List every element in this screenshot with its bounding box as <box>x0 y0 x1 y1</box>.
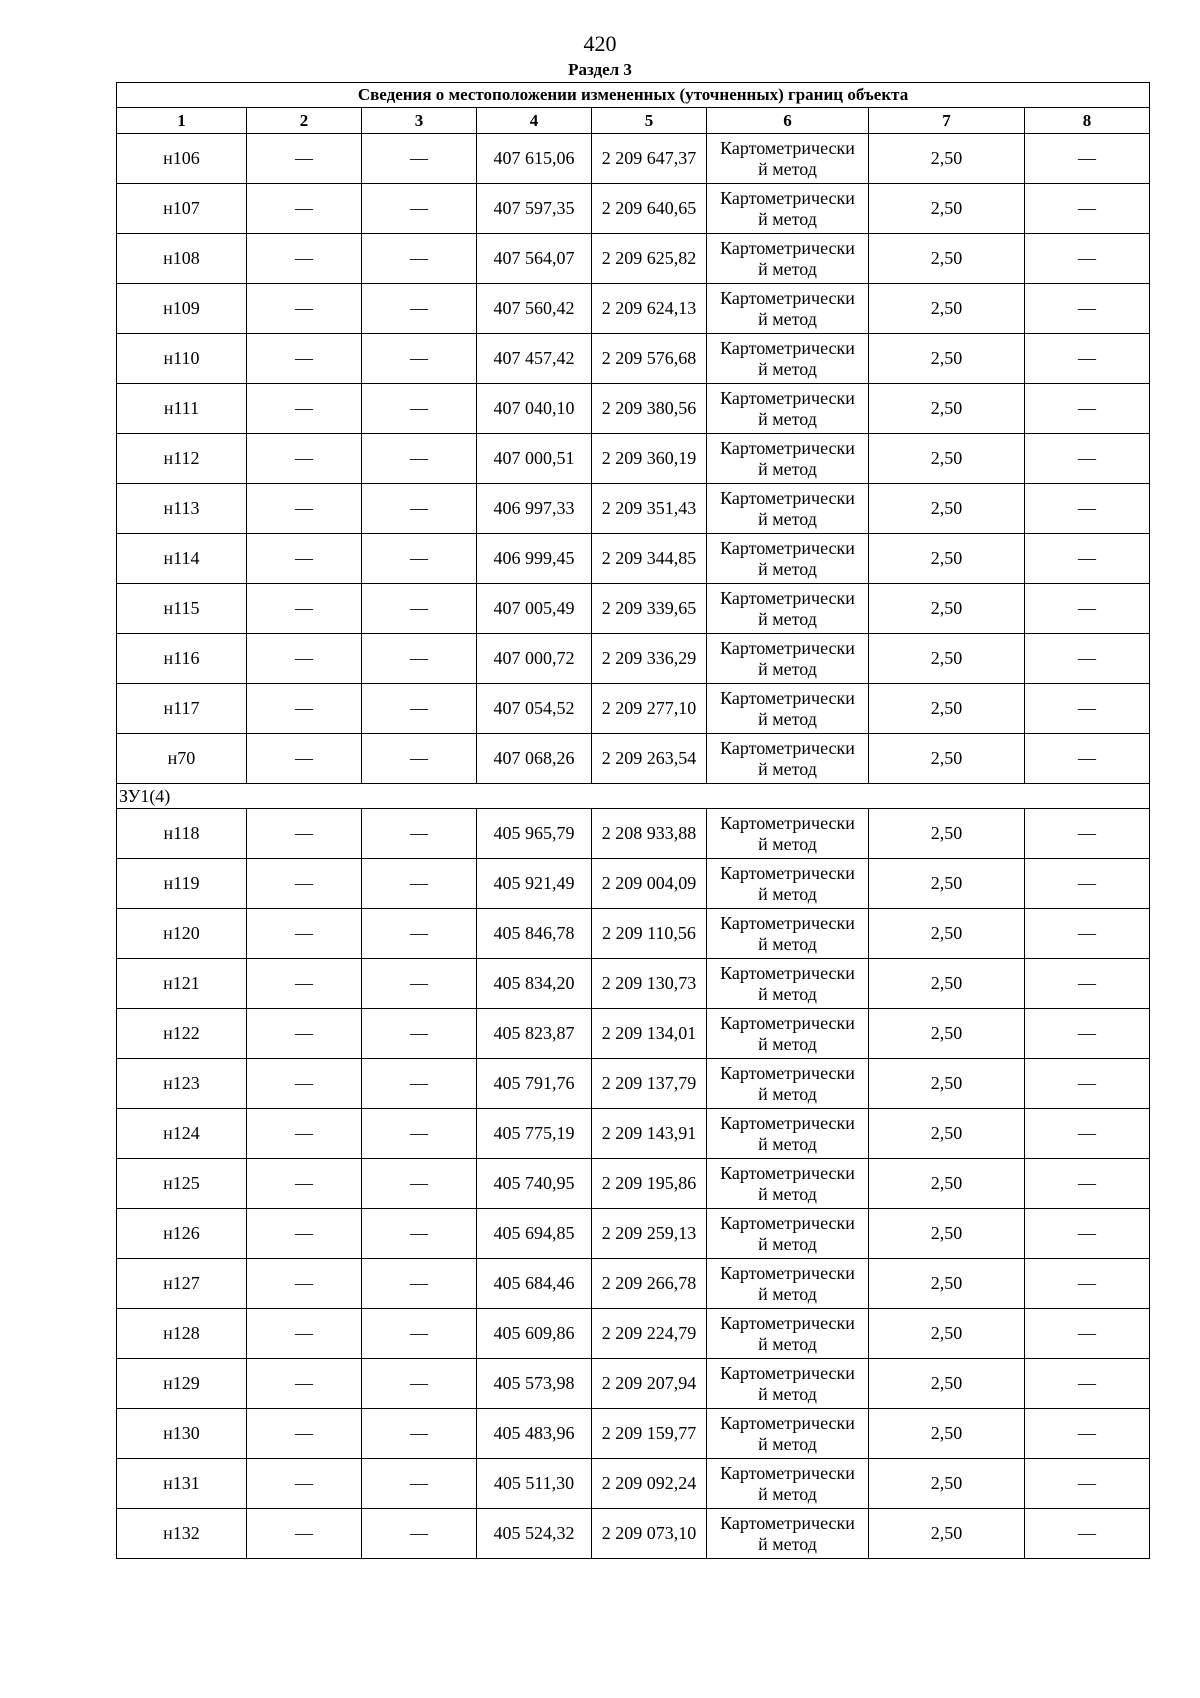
accuracy: 2,50 <box>869 334 1025 384</box>
y-coordinate: 2 209 344,85 <box>592 534 707 584</box>
table-row <box>117 734 1150 784</box>
table-caption: Сведения о местоположении измененных (уточненных) границ объекта <box>117 83 1150 108</box>
col-8-value: — <box>1025 434 1150 484</box>
point-number: н108 <box>117 234 247 284</box>
method: Картометрически й метод <box>707 384 869 434</box>
table-row <box>117 1309 1150 1359</box>
y-coordinate: 2 209 073,10 <box>592 1509 707 1559</box>
point-number: н111 <box>117 384 247 434</box>
col-3-value: — <box>362 134 477 184</box>
accuracy: 2,50 <box>869 1209 1025 1259</box>
x-coordinate: 405 483,96 <box>477 1409 592 1459</box>
col-3-value: — <box>362 184 477 234</box>
col-8-value: — <box>1025 859 1150 909</box>
accuracy: 2,50 <box>869 684 1025 734</box>
col-2-value: — <box>247 1059 362 1109</box>
accuracy: 2,50 <box>869 534 1025 584</box>
x-coordinate: 407 040,10 <box>477 384 592 434</box>
point-number: н123 <box>117 1059 247 1109</box>
group-header-row <box>117 784 1150 809</box>
table-row <box>117 1009 1150 1059</box>
col-2-value: — <box>247 1409 362 1459</box>
method: Картометрически й метод <box>707 284 869 334</box>
x-coordinate: 405 846,78 <box>477 909 592 959</box>
col-2-value: — <box>247 1459 362 1509</box>
x-coordinate: 405 921,49 <box>477 859 592 909</box>
col-2-value: — <box>247 1209 362 1259</box>
col-3-value: — <box>362 384 477 434</box>
col-8-value: — <box>1025 734 1150 784</box>
y-coordinate: 2 209 625,82 <box>592 234 707 284</box>
col-3-value: — <box>362 1159 477 1209</box>
col-2-value: — <box>247 234 362 284</box>
col-8-value: — <box>1025 1059 1150 1109</box>
method: Картометрически й метод <box>707 1459 869 1509</box>
point-number: н131 <box>117 1459 247 1509</box>
table-row <box>117 1159 1150 1209</box>
accuracy: 2,50 <box>869 1459 1025 1509</box>
col-2-value: — <box>247 909 362 959</box>
point-number: н117 <box>117 684 247 734</box>
method: Картометрически й метод <box>707 134 869 184</box>
method: Картометрически й метод <box>707 1309 869 1359</box>
col-2-value: — <box>247 284 362 334</box>
method: Картометрически й метод <box>707 1159 869 1209</box>
col-3-value: — <box>362 1209 477 1259</box>
table-row <box>117 1209 1150 1259</box>
accuracy: 2,50 <box>869 1109 1025 1159</box>
table-caption-row <box>117 83 1150 108</box>
point-number: н132 <box>117 1509 247 1559</box>
table-row <box>117 434 1150 484</box>
accuracy: 2,50 <box>869 484 1025 534</box>
table-row <box>117 484 1150 534</box>
col-8-value: — <box>1025 1409 1150 1459</box>
table-row <box>117 809 1150 859</box>
col-8-value: — <box>1025 1209 1150 1259</box>
table-row <box>117 959 1150 1009</box>
method: Картометрически й метод <box>707 534 869 584</box>
x-coordinate: 405 834,20 <box>477 959 592 1009</box>
method: Картометрически й метод <box>707 909 869 959</box>
col-2-value: — <box>247 1309 362 1359</box>
point-number: н119 <box>117 859 247 909</box>
col-2-value: — <box>247 334 362 384</box>
y-coordinate: 2 209 263,54 <box>592 734 707 784</box>
col-8-value: — <box>1025 909 1150 959</box>
y-coordinate: 2 209 110,56 <box>592 909 707 959</box>
point-number: н126 <box>117 1209 247 1259</box>
accuracy: 2,50 <box>869 1409 1025 1459</box>
col-8-value: — <box>1025 334 1150 384</box>
x-coordinate: 406 997,33 <box>477 484 592 534</box>
accuracy: 2,50 <box>869 859 1025 909</box>
col-2-value: — <box>247 859 362 909</box>
table-row <box>117 1459 1150 1509</box>
method: Картометрически й метод <box>707 684 869 734</box>
point-number: н130 <box>117 1409 247 1459</box>
y-coordinate: 2 209 259,13 <box>592 1209 707 1259</box>
table-row <box>117 234 1150 284</box>
x-coordinate: 407 560,42 <box>477 284 592 334</box>
point-number: н114 <box>117 534 247 584</box>
boundary-coordinates-table <box>116 82 1150 1559</box>
point-number: н121 <box>117 959 247 1009</box>
accuracy: 2,50 <box>869 1259 1025 1309</box>
accuracy: 2,50 <box>869 809 1025 859</box>
y-coordinate: 2 209 336,29 <box>592 634 707 684</box>
method: Картометрически й метод <box>707 1409 869 1459</box>
x-coordinate: 405 740,95 <box>477 1159 592 1209</box>
accuracy: 2,50 <box>869 134 1025 184</box>
accuracy: 2,50 <box>869 734 1025 784</box>
column-number: 4 <box>477 108 592 134</box>
y-coordinate: 2 209 134,01 <box>592 1009 707 1059</box>
col-2-value: — <box>247 809 362 859</box>
method: Картометрически й метод <box>707 634 869 684</box>
method: Картометрически й метод <box>707 1209 869 1259</box>
point-number: н127 <box>117 1259 247 1309</box>
col-2-value: — <box>247 434 362 484</box>
point-number: н107 <box>117 184 247 234</box>
col-3-value: — <box>362 909 477 959</box>
method: Картометрически й метод <box>707 809 869 859</box>
table-row <box>117 909 1150 959</box>
method: Картометрически й метод <box>707 1059 869 1109</box>
x-coordinate: 407 068,26 <box>477 734 592 784</box>
table-row <box>117 334 1150 384</box>
accuracy: 2,50 <box>869 1059 1025 1109</box>
table-row <box>117 134 1150 184</box>
x-coordinate: 405 511,30 <box>477 1459 592 1509</box>
table-row <box>117 859 1150 909</box>
method: Картометрически й метод <box>707 434 869 484</box>
y-coordinate: 2 209 137,79 <box>592 1059 707 1109</box>
y-coordinate: 2 209 224,79 <box>592 1309 707 1359</box>
y-coordinate: 2 209 092,24 <box>592 1459 707 1509</box>
x-coordinate: 407 005,49 <box>477 584 592 634</box>
col-2-value: — <box>247 134 362 184</box>
point-number: н118 <box>117 809 247 859</box>
y-coordinate: 2 209 266,78 <box>592 1259 707 1309</box>
y-coordinate: 2 209 380,56 <box>592 384 707 434</box>
x-coordinate: 405 823,87 <box>477 1009 592 1059</box>
point-number: н128 <box>117 1309 247 1359</box>
col-8-value: — <box>1025 1109 1150 1159</box>
y-coordinate: 2 209 576,68 <box>592 334 707 384</box>
method: Картометрически й метод <box>707 959 869 1009</box>
accuracy: 2,50 <box>869 634 1025 684</box>
table-row <box>117 684 1150 734</box>
col-3-value: — <box>362 1309 477 1359</box>
x-coordinate: 405 684,46 <box>477 1259 592 1309</box>
col-2-value: — <box>247 1159 362 1209</box>
point-number: н120 <box>117 909 247 959</box>
y-coordinate: 2 209 339,65 <box>592 584 707 634</box>
col-3-value: — <box>362 284 477 334</box>
col-8-value: — <box>1025 134 1150 184</box>
column-number: 3 <box>362 108 477 134</box>
col-2-value: — <box>247 584 362 634</box>
y-coordinate: 2 209 004,09 <box>592 859 707 909</box>
x-coordinate: 405 609,86 <box>477 1309 592 1359</box>
y-coordinate: 2 209 207,94 <box>592 1359 707 1409</box>
col-8-value: — <box>1025 384 1150 434</box>
accuracy: 2,50 <box>869 959 1025 1009</box>
col-3-value: — <box>362 634 477 684</box>
x-coordinate: 405 694,85 <box>477 1209 592 1259</box>
method: Картометрически й метод <box>707 334 869 384</box>
accuracy: 2,50 <box>869 909 1025 959</box>
accuracy: 2,50 <box>869 434 1025 484</box>
column-number: 7 <box>869 108 1025 134</box>
col-2-value: — <box>247 734 362 784</box>
point-number: н112 <box>117 434 247 484</box>
col-2-value: — <box>247 184 362 234</box>
y-coordinate: 2 209 130,73 <box>592 959 707 1009</box>
col-2-value: — <box>247 959 362 1009</box>
x-coordinate: 407 597,35 <box>477 184 592 234</box>
col-3-value: — <box>362 534 477 584</box>
x-coordinate: 405 791,76 <box>477 1059 592 1109</box>
group-label: ЗУ1(4) <box>117 784 1150 809</box>
y-coordinate: 2 209 360,19 <box>592 434 707 484</box>
y-coordinate: 2 209 277,10 <box>592 684 707 734</box>
point-number: н115 <box>117 584 247 634</box>
col-8-value: — <box>1025 809 1150 859</box>
col-8-value: — <box>1025 1259 1150 1309</box>
col-3-value: — <box>362 1359 477 1409</box>
accuracy: 2,50 <box>869 234 1025 284</box>
table-row <box>117 1359 1150 1409</box>
method: Картометрически й метод <box>707 734 869 784</box>
table-row <box>117 184 1150 234</box>
col-3-value: — <box>362 959 477 1009</box>
table-row <box>117 634 1150 684</box>
table-row <box>117 284 1150 334</box>
col-3-value: — <box>362 434 477 484</box>
y-coordinate: 2 209 159,77 <box>592 1409 707 1459</box>
x-coordinate: 406 999,45 <box>477 534 592 584</box>
accuracy: 2,50 <box>869 1159 1025 1209</box>
col-8-value: — <box>1025 1159 1150 1209</box>
y-coordinate: 2 209 351,43 <box>592 484 707 534</box>
col-3-value: — <box>362 484 477 534</box>
column-number: 6 <box>707 108 869 134</box>
col-3-value: — <box>362 859 477 909</box>
col-8-value: — <box>1025 1309 1150 1359</box>
y-coordinate: 2 209 624,13 <box>592 284 707 334</box>
page-number: 420 <box>583 31 617 56</box>
method: Картометрически й метод <box>707 859 869 909</box>
point-number: н109 <box>117 284 247 334</box>
x-coordinate: 407 054,52 <box>477 684 592 734</box>
col-3-value: — <box>362 684 477 734</box>
col-2-value: — <box>247 384 362 434</box>
x-coordinate: 407 615,06 <box>477 134 592 184</box>
y-coordinate: 2 209 647,37 <box>592 134 707 184</box>
col-2-value: — <box>247 484 362 534</box>
col-3-value: — <box>362 809 477 859</box>
accuracy: 2,50 <box>869 1309 1025 1359</box>
point-number: н110 <box>117 334 247 384</box>
col-3-value: — <box>362 1059 477 1109</box>
accuracy: 2,50 <box>869 1509 1025 1559</box>
col-8-value: — <box>1025 1459 1150 1509</box>
col-8-value: — <box>1025 1509 1150 1559</box>
column-number: 5 <box>592 108 707 134</box>
col-8-value: — <box>1025 1359 1150 1409</box>
table-row <box>117 1109 1150 1159</box>
column-number: 2 <box>247 108 362 134</box>
method: Картометрически й метод <box>707 1259 869 1309</box>
section-title: Раздел 3 <box>568 60 632 79</box>
col-2-value: — <box>247 634 362 684</box>
x-coordinate: 407 564,07 <box>477 234 592 284</box>
point-number: н113 <box>117 484 247 534</box>
point-number: н116 <box>117 634 247 684</box>
y-coordinate: 2 209 195,86 <box>592 1159 707 1209</box>
method: Картометрически й метод <box>707 1009 869 1059</box>
column-number: 8 <box>1025 108 1150 134</box>
column-number: 1 <box>117 108 247 134</box>
col-2-value: — <box>247 1509 362 1559</box>
x-coordinate: 405 573,98 <box>477 1359 592 1409</box>
col-2-value: — <box>247 534 362 584</box>
col-8-value: — <box>1025 684 1150 734</box>
method: Картометрически й метод <box>707 184 869 234</box>
x-coordinate: 405 524,32 <box>477 1509 592 1559</box>
accuracy: 2,50 <box>869 384 1025 434</box>
point-number: н122 <box>117 1009 247 1059</box>
method: Картометрически й метод <box>707 234 869 284</box>
point-number: н124 <box>117 1109 247 1159</box>
col-8-value: — <box>1025 634 1150 684</box>
x-coordinate: 407 000,51 <box>477 434 592 484</box>
col-3-value: — <box>362 1109 477 1159</box>
col-3-value: — <box>362 734 477 784</box>
method: Картометрически й метод <box>707 1359 869 1409</box>
point-number: н106 <box>117 134 247 184</box>
col-8-value: — <box>1025 584 1150 634</box>
accuracy: 2,50 <box>869 184 1025 234</box>
col-3-value: — <box>362 1509 477 1559</box>
col-3-value: — <box>362 334 477 384</box>
x-coordinate: 407 457,42 <box>477 334 592 384</box>
y-coordinate: 2 208 933,88 <box>592 809 707 859</box>
x-coordinate: 407 000,72 <box>477 634 592 684</box>
col-2-value: — <box>247 684 362 734</box>
col-3-value: — <box>362 1459 477 1509</box>
table-row <box>117 584 1150 634</box>
col-2-value: — <box>247 1109 362 1159</box>
x-coordinate: 405 775,19 <box>477 1109 592 1159</box>
col-8-value: — <box>1025 959 1150 1009</box>
table-row <box>117 1259 1150 1309</box>
point-number: н125 <box>117 1159 247 1209</box>
method: Картометрически й метод <box>707 484 869 534</box>
x-coordinate: 405 965,79 <box>477 809 592 859</box>
col-2-value: — <box>247 1009 362 1059</box>
accuracy: 2,50 <box>869 284 1025 334</box>
col-8-value: — <box>1025 534 1150 584</box>
col-8-value: — <box>1025 184 1150 234</box>
table-row <box>117 384 1150 434</box>
table-row <box>117 1059 1150 1109</box>
method: Картометрически й метод <box>707 584 869 634</box>
col-3-value: — <box>362 1009 477 1059</box>
method: Картометрически й метод <box>707 1509 869 1559</box>
col-2-value: — <box>247 1259 362 1309</box>
accuracy: 2,50 <box>869 1359 1025 1409</box>
col-3-value: — <box>362 1409 477 1459</box>
col-8-value: — <box>1025 234 1150 284</box>
point-number: н70 <box>117 734 247 784</box>
y-coordinate: 2 209 640,65 <box>592 184 707 234</box>
column-number-row <box>117 108 1150 134</box>
table-row <box>117 534 1150 584</box>
accuracy: 2,50 <box>869 1009 1025 1059</box>
col-8-value: — <box>1025 1009 1150 1059</box>
table-row <box>117 1509 1150 1559</box>
col-3-value: — <box>362 584 477 634</box>
method: Картометрически й метод <box>707 1109 869 1159</box>
col-3-value: — <box>362 234 477 284</box>
col-8-value: — <box>1025 484 1150 534</box>
table-row <box>117 1409 1150 1459</box>
col-8-value: — <box>1025 284 1150 334</box>
y-coordinate: 2 209 143,91 <box>592 1109 707 1159</box>
col-2-value: — <box>247 1359 362 1409</box>
col-3-value: — <box>362 1259 477 1309</box>
point-number: н129 <box>117 1359 247 1409</box>
accuracy: 2,50 <box>869 584 1025 634</box>
